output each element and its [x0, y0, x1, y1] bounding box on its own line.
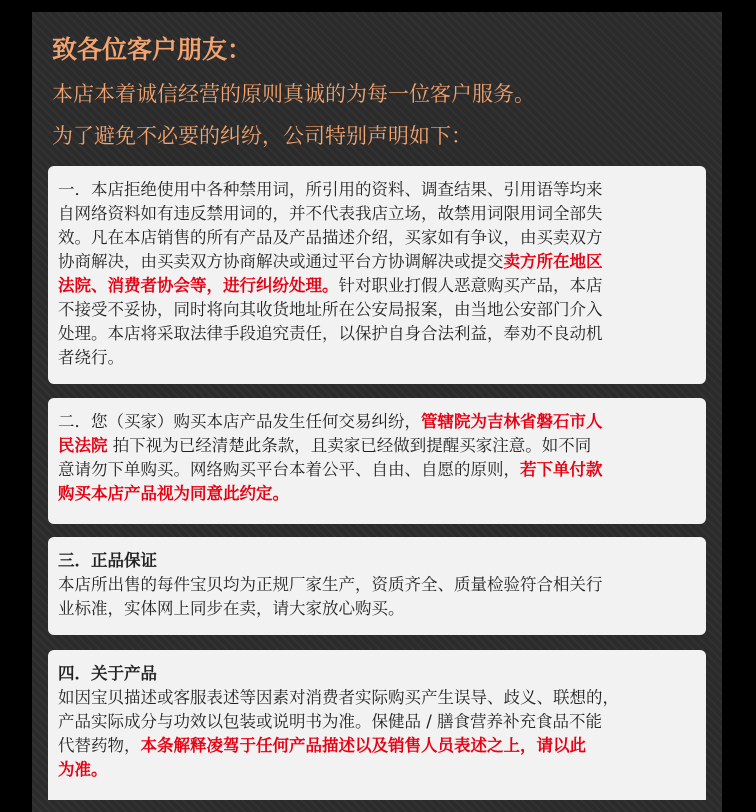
notice-card-1 [48, 166, 706, 384]
card1-line-8: 者绕行。 [58, 348, 124, 367]
card4-line-3 [58, 734, 696, 758]
card2-highlight-payment: 若下单付款 [520, 460, 603, 479]
greeting-heading: 致各位客户朋友： [52, 35, 253, 64]
card4-line-3-text: 代替药物， [58, 736, 141, 755]
card3-line-1: 本店所出售的每件宝贝均为正规厂家生产，资质齐全、质量检验符合相关行 [58, 575, 603, 594]
card2-highlight-court: 民法院 [58, 436, 108, 455]
card1-line-5 [58, 274, 696, 298]
card4-highlight-override: 本条解释凌驾于任何产品描述以及销售人员表述之上，请以此 [140, 736, 586, 755]
card1-line-7: 处理。本店将采取法律手段追究责任，以保护自身合法利益，奉劝不良动机 [58, 324, 603, 343]
card1-line-2: 自网络资料如有违反禁用词的，并不代表我店立场，故禁用词限用词全部失 [58, 204, 603, 223]
card4-line-4: 为准。 [58, 760, 108, 779]
card1-line-4-text: 协商解决，由买卖双方协商解决或通过平台方协调解决或提交 [58, 252, 504, 271]
card2-line-3-text: 意请勿下单购买。网络购买平台本着公平、自由、自愿的原则， [58, 460, 520, 479]
card2-line-4: 购买本店产品视为同意此约定。 [58, 484, 289, 503]
card1-line-1: 一．本店拒绝使用中各种禁用词，所引用的资料、调查结果、引用语等均来 [58, 180, 603, 199]
card1-line-4 [58, 250, 696, 274]
card2-highlight-jurisdiction: 管辖院为吉林省磐石市人 [421, 412, 603, 431]
notice-card-3 [48, 537, 706, 635]
card2-line-1-text: 二．您（买家）购买本店产品发生任何交易纠纷， [58, 412, 421, 431]
card2-line-1 [58, 410, 696, 434]
notice-card-2 [48, 398, 706, 524]
card4-title: 四．关于产品 [58, 664, 157, 683]
notice-card-4 [48, 650, 706, 800]
card1-line-3: 效。凡在本店销售的所有产品及产品描述介绍，买家如有争议，由买卖双方 [58, 228, 603, 247]
card4-line-1: 如因宝贝描述或客服表述等因素对消费者实际购买产生误导、歧义、联想的， [58, 688, 619, 707]
service-statement: 本店本着诚信经营的原则真诚的为每一位客户服务。 [52, 82, 535, 106]
card4-line-2: 产品实际成分与功效以包装或说明书为准。保健品 / 膳食营养补充食品不能 [58, 712, 603, 731]
card2-line-2 [58, 434, 696, 458]
card1-line-5-text: 针对职业打假人恶意购买产品，本店 [338, 276, 603, 295]
disclaimer-intro: 为了避免不必要的纠纷，公司特别声明如下： [52, 124, 472, 148]
card2-line-3 [58, 458, 696, 482]
card3-line-2: 业标准，实体网上同步在卖，请大家放心购买。 [58, 599, 405, 618]
card2-line-2-text: 拍下视为已经清楚此条款，且卖家已经做到提醒买家注意。如不同 [107, 436, 592, 455]
card1-line-6: 不接受不妥协，同时将向其收货地址所在公安局报案，由当地公安部门介入 [58, 300, 603, 319]
card1-highlight-dispute: 法院、消费者协会等，进行纠纷处理。 [58, 276, 339, 295]
card1-highlight-court: 卖方所在地区 [503, 252, 603, 271]
card3-title: 三．正品保证 [58, 551, 157, 570]
